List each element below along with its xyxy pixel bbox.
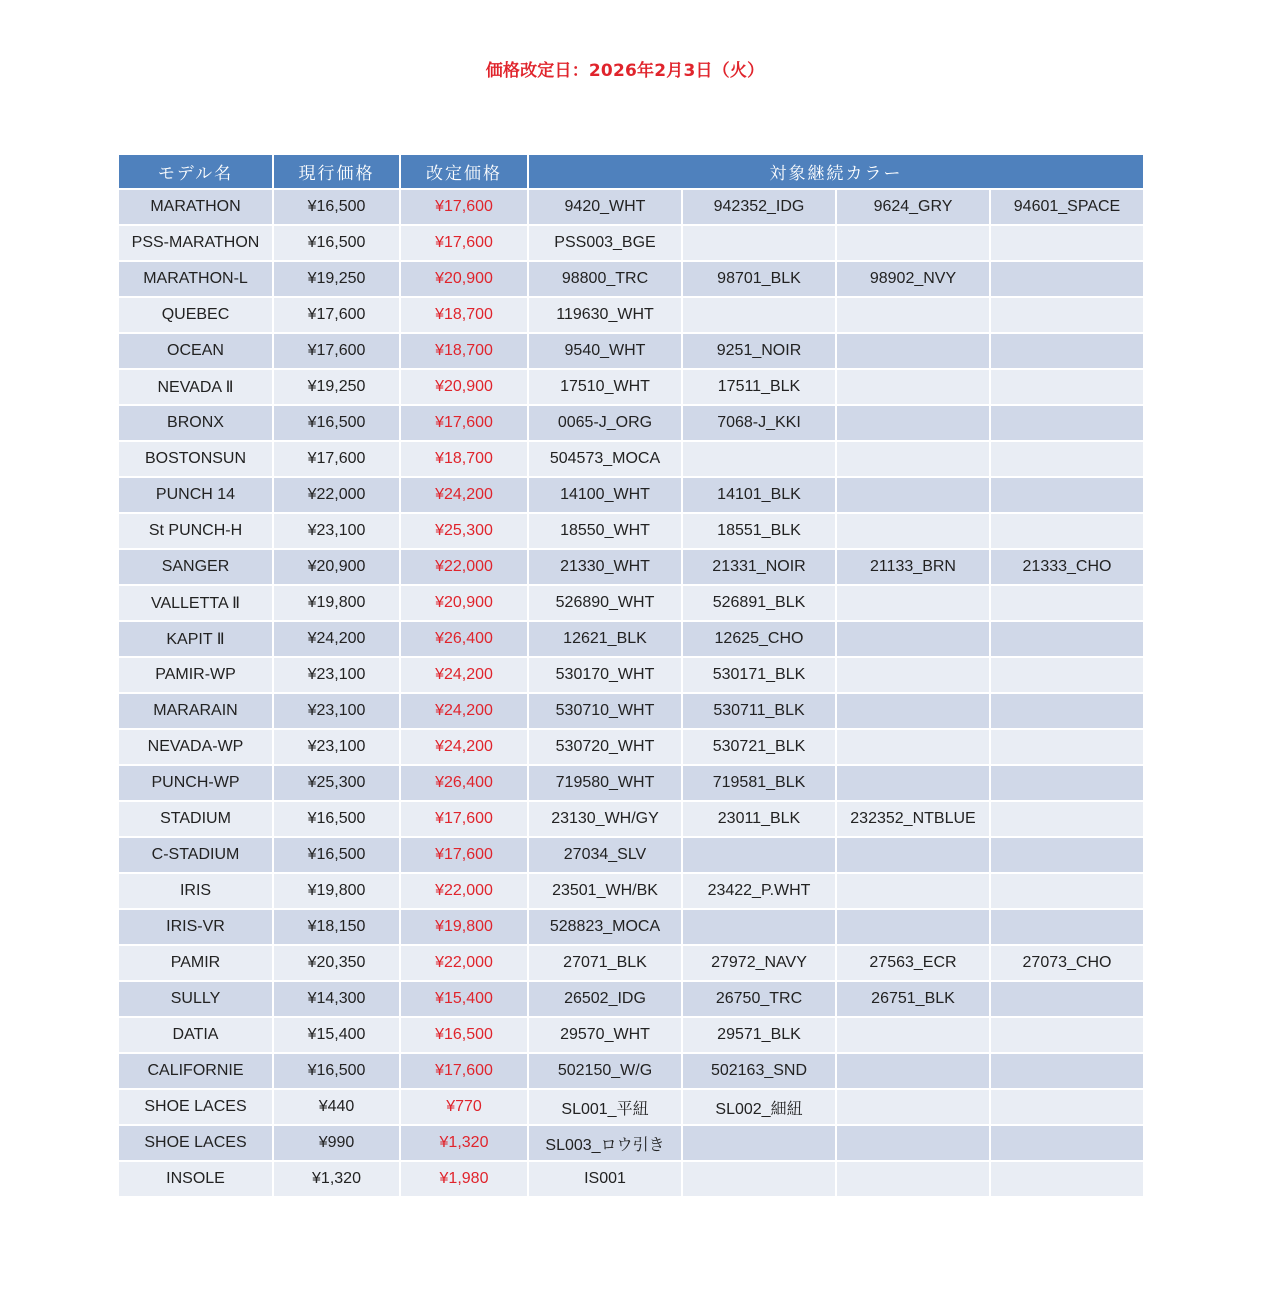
- color-code-cell: 504573_MOCA: [529, 442, 681, 478]
- color-code-cell: 12625_CHO: [683, 622, 835, 658]
- color-code-cell: 119630_WHT: [529, 298, 681, 334]
- current-price-cell: ¥15,400: [274, 1018, 399, 1054]
- table-row: [119, 838, 1143, 874]
- color-code-cell: 232352_NTBLUE: [837, 802, 989, 838]
- current-price-cell: ¥19,800: [274, 586, 399, 622]
- color-code-cell: 26750_TRC: [683, 982, 835, 1018]
- model-name-cell: IRIS-VR: [119, 910, 272, 946]
- new-price-cell: ¥18,700: [401, 334, 527, 370]
- current-price-cell: ¥25,300: [274, 766, 399, 802]
- model-name-cell: STADIUM: [119, 802, 272, 838]
- color-code-cell: 530710_WHT: [529, 694, 681, 730]
- new-price-cell: ¥24,200: [401, 694, 527, 730]
- color-code-cell: 23422_P.WHT: [683, 874, 835, 910]
- new-price-cell: ¥24,200: [401, 658, 527, 694]
- new-price-cell: ¥17,600: [401, 190, 527, 226]
- new-price-cell: ¥17,600: [401, 802, 527, 838]
- color-code-cell: 502150_W/G: [529, 1054, 681, 1090]
- color-code-cell: 18551_BLK: [683, 514, 835, 550]
- color-code-cell: 98902_NVY: [837, 262, 989, 298]
- header-model-name: モデル名: [119, 155, 272, 190]
- color-code-cell: [991, 622, 1143, 658]
- color-code-cell: [991, 982, 1143, 1018]
- color-code-cell: 14100_WHT: [529, 478, 681, 514]
- current-price-cell: ¥16,500: [274, 1054, 399, 1090]
- color-code-cell: [991, 910, 1143, 946]
- model-name-cell: KAPIT Ⅱ: [119, 622, 272, 658]
- color-code-cell: 530171_BLK: [683, 658, 835, 694]
- new-price-cell: ¥20,900: [401, 262, 527, 298]
- color-code-cell: 17511_BLK: [683, 370, 835, 406]
- color-code-cell: 94601_SPACE: [991, 190, 1143, 226]
- color-code-cell: [991, 730, 1143, 766]
- table-row: [119, 910, 1143, 946]
- model-name-cell: SULLY: [119, 982, 272, 1018]
- color-code-cell: 27073_CHO: [991, 946, 1143, 982]
- model-name-cell: MARATHON-L: [119, 262, 272, 298]
- current-price-cell: ¥17,600: [274, 298, 399, 334]
- color-code-cell: [683, 910, 835, 946]
- color-code-cell: 942352_IDG: [683, 190, 835, 226]
- table-row: [119, 658, 1143, 694]
- new-price-cell: ¥17,600: [401, 1054, 527, 1090]
- color-code-cell: [991, 586, 1143, 622]
- model-name-cell: VALLETTA Ⅱ: [119, 586, 272, 622]
- current-price-cell: ¥24,200: [274, 622, 399, 658]
- color-code-cell: [991, 1162, 1143, 1198]
- color-code-cell: SL003_ロウ引き: [529, 1126, 681, 1162]
- color-code-cell: 9251_NOIR: [683, 334, 835, 370]
- color-code-cell: [837, 874, 989, 910]
- color-code-cell: 98701_BLK: [683, 262, 835, 298]
- table-row: [119, 1054, 1143, 1090]
- color-code-cell: [837, 370, 989, 406]
- color-code-cell: [991, 874, 1143, 910]
- new-price-cell: ¥22,000: [401, 550, 527, 586]
- model-name-cell: St PUNCH-H: [119, 514, 272, 550]
- current-price-cell: ¥16,500: [274, 190, 399, 226]
- new-price-cell: ¥20,900: [401, 370, 527, 406]
- current-price-cell: ¥16,500: [274, 226, 399, 262]
- model-name-cell: PAMIR: [119, 946, 272, 982]
- color-code-cell: [837, 1126, 989, 1162]
- color-code-cell: [837, 766, 989, 802]
- color-code-cell: [837, 838, 989, 874]
- color-code-cell: 21333_CHO: [991, 550, 1143, 586]
- table-row: [119, 478, 1143, 514]
- color-code-cell: [837, 1090, 989, 1126]
- table-row: [119, 370, 1143, 406]
- table-body: [119, 190, 1143, 1198]
- model-name-cell: IRIS: [119, 874, 272, 910]
- table-row: [119, 802, 1143, 838]
- color-code-cell: 23501_WH/BK: [529, 874, 681, 910]
- model-name-cell: PUNCH-WP: [119, 766, 272, 802]
- color-code-cell: [991, 262, 1143, 298]
- model-name-cell: PAMIR-WP: [119, 658, 272, 694]
- model-name-cell: MARATHON: [119, 190, 272, 226]
- model-name-cell: BOSTONSUN: [119, 442, 272, 478]
- table-row: [119, 442, 1143, 478]
- color-code-cell: [837, 226, 989, 262]
- model-name-cell: SHOE LACES: [119, 1090, 272, 1126]
- new-price-cell: ¥18,700: [401, 442, 527, 478]
- new-price-cell: ¥1,320: [401, 1126, 527, 1162]
- color-code-cell: [991, 406, 1143, 442]
- color-code-cell: [837, 730, 989, 766]
- color-code-cell: 29571_BLK: [683, 1018, 835, 1054]
- color-code-cell: 27563_ECR: [837, 946, 989, 982]
- new-price-cell: ¥16,500: [401, 1018, 527, 1054]
- color-code-cell: [991, 1090, 1143, 1126]
- new-price-cell: ¥17,600: [401, 838, 527, 874]
- color-code-cell: [837, 478, 989, 514]
- color-code-cell: [991, 1018, 1143, 1054]
- model-name-cell: CALIFORNIE: [119, 1054, 272, 1090]
- color-code-cell: [991, 442, 1143, 478]
- color-code-cell: [837, 622, 989, 658]
- color-code-cell: [991, 334, 1143, 370]
- color-code-cell: [991, 658, 1143, 694]
- current-price-cell: ¥22,000: [274, 478, 399, 514]
- price-revision-date-title: 価格改定日：2026年2月3日（火）: [485, 61, 765, 81]
- model-name-cell: SHOE LACES: [119, 1126, 272, 1162]
- color-code-cell: 0065-J_ORG: [529, 406, 681, 442]
- color-code-cell: 23011_BLK: [683, 802, 835, 838]
- new-price-cell: ¥26,400: [401, 622, 527, 658]
- color-code-cell: 9624_GRY: [837, 190, 989, 226]
- color-code-cell: 12621_BLK: [529, 622, 681, 658]
- color-code-cell: 526890_WHT: [529, 586, 681, 622]
- color-code-cell: 530721_BLK: [683, 730, 835, 766]
- color-code-cell: 528823_MOCA: [529, 910, 681, 946]
- color-code-cell: IS001: [529, 1162, 681, 1198]
- color-code-cell: [837, 442, 989, 478]
- model-name-cell: QUEBEC: [119, 298, 272, 334]
- table-row: [119, 874, 1143, 910]
- current-price-cell: ¥23,100: [274, 658, 399, 694]
- new-price-cell: ¥26,400: [401, 766, 527, 802]
- current-price-cell: ¥14,300: [274, 982, 399, 1018]
- color-code-cell: PSS003_BGE: [529, 226, 681, 262]
- color-code-cell: 26751_BLK: [837, 982, 989, 1018]
- color-code-cell: 98800_TRC: [529, 262, 681, 298]
- current-price-cell: ¥990: [274, 1126, 399, 1162]
- table-row: [119, 226, 1143, 262]
- model-name-cell: NEVADA-WP: [119, 730, 272, 766]
- color-code-cell: 21331_NOIR: [683, 550, 835, 586]
- color-code-cell: [837, 334, 989, 370]
- color-code-cell: 17510_WHT: [529, 370, 681, 406]
- model-name-cell: SANGER: [119, 550, 272, 586]
- color-code-cell: 719581_BLK: [683, 766, 835, 802]
- color-code-cell: 23130_WH/GY: [529, 802, 681, 838]
- color-code-cell: SL001_平紐: [529, 1090, 681, 1126]
- model-name-cell: DATIA: [119, 1018, 272, 1054]
- color-code-cell: [991, 802, 1143, 838]
- color-code-cell: 21330_WHT: [529, 550, 681, 586]
- color-code-cell: 526891_BLK: [683, 586, 835, 622]
- new-price-cell: ¥25,300: [401, 514, 527, 550]
- color-code-cell: [991, 1054, 1143, 1090]
- color-code-cell: 14101_BLK: [683, 478, 835, 514]
- table-row: [119, 262, 1143, 298]
- new-price-cell: ¥24,200: [401, 730, 527, 766]
- new-price-cell: ¥770: [401, 1090, 527, 1126]
- color-code-cell: [683, 442, 835, 478]
- table-row: [119, 1162, 1143, 1198]
- color-code-cell: 9540_WHT: [529, 334, 681, 370]
- header-continuing-colors: 対象継続カラー: [529, 155, 1143, 190]
- table-row: [119, 1090, 1143, 1126]
- table-row: [119, 622, 1143, 658]
- color-code-cell: [837, 694, 989, 730]
- table-row: [119, 1018, 1143, 1054]
- table-row: [119, 1126, 1143, 1162]
- color-code-cell: 719580_WHT: [529, 766, 681, 802]
- model-name-cell: BRONX: [119, 406, 272, 442]
- color-code-cell: 7068-J_KKI: [683, 406, 835, 442]
- color-code-cell: 29570_WHT: [529, 1018, 681, 1054]
- color-code-cell: 18550_WHT: [529, 514, 681, 550]
- table-row: [119, 298, 1143, 334]
- color-code-cell: [683, 298, 835, 334]
- color-code-cell: [837, 586, 989, 622]
- color-code-cell: 27071_BLK: [529, 946, 681, 982]
- new-price-cell: ¥17,600: [401, 406, 527, 442]
- color-code-cell: [991, 694, 1143, 730]
- color-code-cell: [837, 1162, 989, 1198]
- current-price-cell: ¥16,500: [274, 406, 399, 442]
- new-price-cell: ¥22,000: [401, 874, 527, 910]
- new-price-cell: ¥15,400: [401, 982, 527, 1018]
- header-current-price: 現行価格: [274, 155, 399, 190]
- color-code-cell: [991, 514, 1143, 550]
- current-price-cell: ¥23,100: [274, 694, 399, 730]
- model-name-cell: PUNCH 14: [119, 478, 272, 514]
- current-price-cell: ¥23,100: [274, 730, 399, 766]
- current-price-cell: ¥19,250: [274, 370, 399, 406]
- current-price-cell: ¥20,350: [274, 946, 399, 982]
- new-price-cell: ¥17,600: [401, 226, 527, 262]
- color-code-cell: 502163_SND: [683, 1054, 835, 1090]
- color-code-cell: [837, 1054, 989, 1090]
- color-code-cell: [683, 226, 835, 262]
- color-code-cell: [991, 766, 1143, 802]
- table-row: [119, 514, 1143, 550]
- header-new-price: 改定価格: [401, 155, 527, 190]
- model-name-cell: PSS-MARATHON: [119, 226, 272, 262]
- new-price-cell: ¥1,980: [401, 1162, 527, 1198]
- color-code-cell: 9420_WHT: [529, 190, 681, 226]
- price-table: [117, 155, 1145, 1198]
- new-price-cell: ¥18,700: [401, 298, 527, 334]
- current-price-cell: ¥18,150: [274, 910, 399, 946]
- new-price-cell: ¥19,800: [401, 910, 527, 946]
- color-code-cell: [991, 298, 1143, 334]
- color-code-cell: 530170_WHT: [529, 658, 681, 694]
- current-price-cell: ¥23,100: [274, 514, 399, 550]
- table-row: [119, 694, 1143, 730]
- table-row: [119, 334, 1143, 370]
- table-row: [119, 190, 1143, 226]
- color-code-cell: [991, 370, 1143, 406]
- model-name-cell: C-STADIUM: [119, 838, 272, 874]
- color-code-cell: [837, 910, 989, 946]
- table-row: [119, 946, 1143, 982]
- current-price-cell: ¥17,600: [274, 442, 399, 478]
- table-row: [119, 586, 1143, 622]
- color-code-cell: [683, 1126, 835, 1162]
- table-row: [119, 406, 1143, 442]
- model-name-cell: MARARAIN: [119, 694, 272, 730]
- color-code-cell: [991, 478, 1143, 514]
- current-price-cell: ¥19,250: [274, 262, 399, 298]
- table-row: [119, 550, 1143, 586]
- color-code-cell: [837, 514, 989, 550]
- new-price-cell: ¥22,000: [401, 946, 527, 982]
- model-name-cell: NEVADA Ⅱ: [119, 370, 272, 406]
- model-name-cell: OCEAN: [119, 334, 272, 370]
- color-code-cell: [837, 1018, 989, 1054]
- color-code-cell: [837, 658, 989, 694]
- color-code-cell: 27034_SLV: [529, 838, 681, 874]
- table-row: [119, 982, 1143, 1018]
- current-price-cell: ¥17,600: [274, 334, 399, 370]
- table-row: [119, 766, 1143, 802]
- current-price-cell: ¥1,320: [274, 1162, 399, 1198]
- color-code-cell: [991, 226, 1143, 262]
- color-code-cell: [837, 298, 989, 334]
- color-code-cell: [683, 1162, 835, 1198]
- model-name-cell: INSOLE: [119, 1162, 272, 1198]
- current-price-cell: ¥19,800: [274, 874, 399, 910]
- color-code-cell: [991, 1126, 1143, 1162]
- current-price-cell: ¥16,500: [274, 802, 399, 838]
- color-code-cell: [837, 406, 989, 442]
- current-price-cell: ¥16,500: [274, 838, 399, 874]
- color-code-cell: 530720_WHT: [529, 730, 681, 766]
- current-price-cell: ¥440: [274, 1090, 399, 1126]
- color-code-cell: SL002_細紐: [683, 1090, 835, 1126]
- color-code-cell: 530711_BLK: [683, 694, 835, 730]
- new-price-cell: ¥24,200: [401, 478, 527, 514]
- color-code-cell: [991, 838, 1143, 874]
- table-row: [119, 730, 1143, 766]
- current-price-cell: ¥20,900: [274, 550, 399, 586]
- color-code-cell: [683, 838, 835, 874]
- color-code-cell: 21133_BRN: [837, 550, 989, 586]
- table-header-row: [119, 155, 1143, 190]
- new-price-cell: ¥20,900: [401, 586, 527, 622]
- color-code-cell: 27972_NAVY: [683, 946, 835, 982]
- color-code-cell: 26502_IDG: [529, 982, 681, 1018]
